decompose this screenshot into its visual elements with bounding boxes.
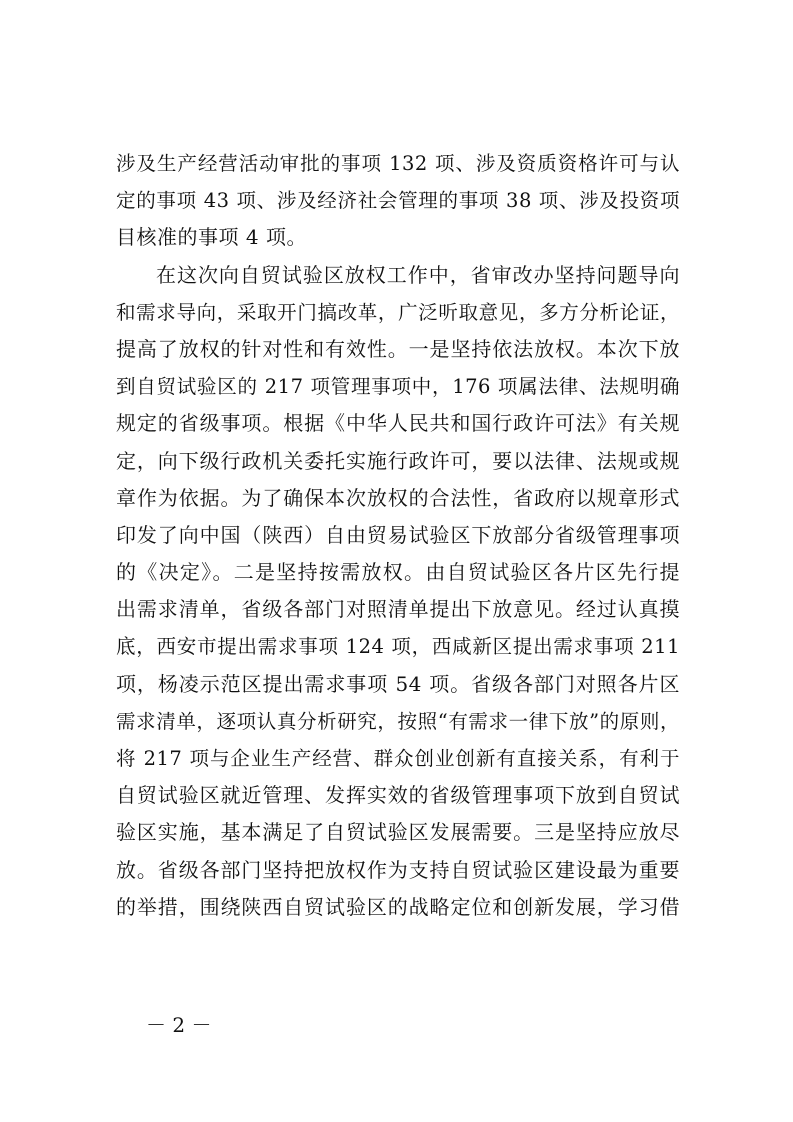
text-line: 的《决定》。二是坚持按需放权。由自贸试验区各片区先行提: [116, 560, 680, 585]
text-line: 印发了向中国（陕西）自由贸易试验区下放部分省级管理事项: [116, 522, 680, 547]
paragraph-2: [116, 257, 680, 926]
text-line: 章作为依据。为了确保本次放权的合法性，省政府以规章形式: [116, 485, 680, 510]
paragraph-1: [116, 145, 680, 257]
text-line: 出需求清单，省级各部门对照清单提出下放意见。经过认真摸: [116, 597, 680, 622]
text-line: 到自贸试验区的 217 项管理事项中，176 项属法律、法规明确: [116, 375, 680, 399]
document-body: [116, 145, 680, 926]
text-line: 在这次向自贸试验区放权工作中，省审改办坚持问题导向: [156, 262, 680, 287]
text-line: 底，西安市提出需求事项 124 项，西咸新区提出需求事项 211: [116, 635, 680, 659]
text-line: 规定的省级事项。根据《中华人民共和国行政许可法》有关规: [116, 411, 680, 436]
text-line: 涉及生产经营活动审批的事项 132 项、涉及资质资格许可与认: [116, 152, 680, 175]
text-line: 的举措，围绕陕西自贸试验区的战略定位和创新发展，学习借: [116, 894, 680, 919]
text-line: 将 217 项与企业生产经营、群众创业创新有直接关系，有利于: [116, 747, 680, 770]
page-number: － 2 －: [146, 1013, 212, 1037]
text-line: 自贸试验区就近管理、发挥实效的省级管理事项下放到自贸试: [116, 783, 680, 808]
text-line: 定的事项 43 项、涉及经济社会管理的事项 38 项、涉及投资项: [116, 189, 680, 213]
text-line: 项，杨凌示范区提出需求事项 54 项。省级各部门对照各片区: [116, 671, 680, 696]
text-line: 需求清单，逐项认真分析研究，按照“有需求一律下放”的原则，: [116, 709, 680, 733]
text-line: 和需求导向，采取开门搞改革，广泛听取意见，多方分析论证，: [116, 300, 680, 324]
text-line: 提高了放权的针对性和有效性。一是坚持依法放权。本次下放: [116, 336, 680, 361]
text-line: 定，向下级行政机关委托实施行政许可，要以法律、法规或规: [116, 448, 680, 473]
text-line: 放。省级各部门坚持把放权作为支持自贸试验区建设最为重要: [116, 857, 680, 882]
text-line: 验区实施，基本满足了自贸试验区发展需要。三是坚持应放尽: [116, 820, 680, 845]
text-line: 目核准的事项 4 项。: [116, 225, 307, 250]
